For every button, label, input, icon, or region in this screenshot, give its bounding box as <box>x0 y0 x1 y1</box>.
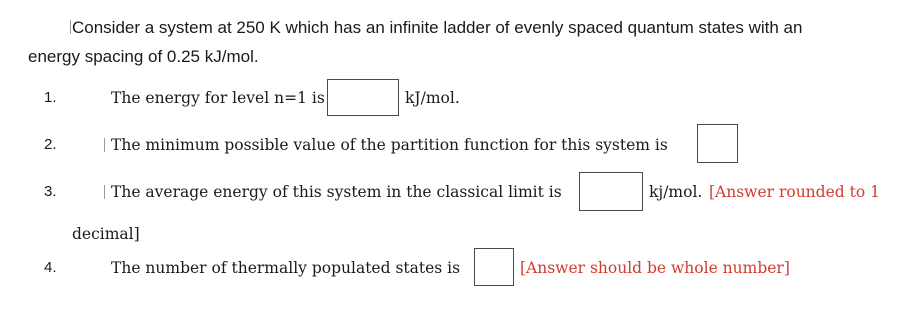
question-3-unit: kj/mol. <box>649 183 703 201</box>
question-4-answer-input[interactable] <box>474 248 514 286</box>
question-3-number: 3. <box>44 183 57 200</box>
question-4-number: 4. <box>44 259 57 276</box>
question-3-note: [Answer rounded to 1 <box>709 183 880 201</box>
intro-line-2: energy spacing of 0.25 kJ/mol. <box>28 47 259 66</box>
cursor-mark <box>104 138 105 152</box>
question-4-note: [Answer should be whole number] <box>520 259 790 277</box>
question-3-answer-input[interactable] <box>579 172 643 211</box>
question-3-text: The average energy of this system in the classical limit is <box>111 183 562 201</box>
question-1-unit: kJ/mol. <box>405 89 460 107</box>
intro-line-1: Consider a system at 250 K which has an infinite ladder of evenly spaced quantum states with an <box>72 18 803 37</box>
question-1-number: 1. <box>44 89 57 106</box>
question-1-text: The energy for level n=1 is <box>111 89 325 107</box>
question-2-number: 2. <box>44 136 57 153</box>
question-2-answer-input[interactable] <box>697 124 738 163</box>
cursor-mark <box>70 20 71 34</box>
question-1-answer-input[interactable] <box>327 79 399 116</box>
question-4-text: The number of thermally populated states is <box>111 259 461 277</box>
question-3-note-continued: decimal] <box>72 225 140 243</box>
question-2-text: The minimum possible value of the partition function for this system is <box>111 136 668 154</box>
cursor-mark <box>104 185 105 199</box>
